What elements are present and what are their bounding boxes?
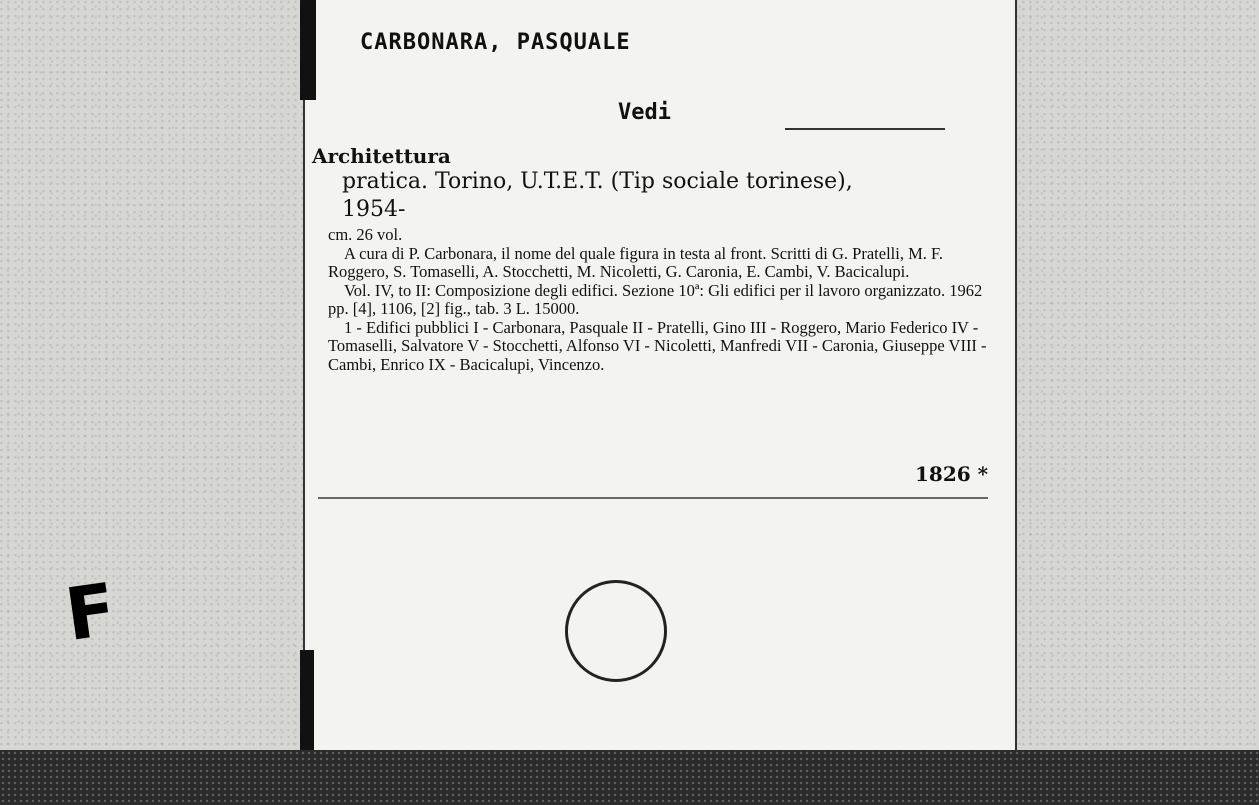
note-physical: cm. 26 vol.	[328, 225, 403, 244]
card-edge-mark-top	[300, 0, 316, 100]
call-number: 1826 *	[915, 462, 989, 486]
bottom-rule	[318, 497, 988, 499]
bottom-border-band	[0, 750, 1259, 805]
title-line-2: 1954-	[342, 197, 406, 222]
margin-mark: F	[60, 566, 121, 658]
title-block	[342, 168, 982, 224]
see-label: Vedi	[618, 100, 671, 125]
note-contributors: A cura di P. Carbonara, il nome del quale figura in testa al front. Scritti di G. Pratelli, M. F. Roggero, S. Tomaselli, A. Stocchetti, M. Nicoletti, G. Caronia, E. Cambi, V. Bacicalupi.	[328, 243, 943, 281]
title-line-1: pratica. Torino, U.T.E.T. (Tip sociale torinese),	[342, 169, 853, 194]
notes-block	[328, 226, 988, 374]
subject-heading: Architettura	[312, 144, 451, 168]
card-heading: CARBONARA, PASQUALE	[360, 30, 631, 55]
note-volume: Vol. IV, to II: Composizione degli edifici. Sezione 10ª: Gli edifici per il lavoro organizzato. 1962 pp. [4], 1106, [2] fig., tab. 3 L. 15000.	[328, 280, 983, 318]
card-edge-mark-bottom	[300, 650, 314, 750]
note-tracings: 1 - Edifici pubblici I - Carbonara, Pasquale II - Pratelli, Gino III - Roggero, Mario Federico IV - Tomaselli, Salvatore V - Stocchetti, Alfonso VI - Nicoletti, Manfredi VII - Caronia, Giuseppe VIII - Cambi, Enrico IX - Bacicalupi, Vincenzo.	[328, 317, 987, 374]
circle-stamp	[565, 580, 667, 682]
see-rule	[785, 128, 945, 130]
